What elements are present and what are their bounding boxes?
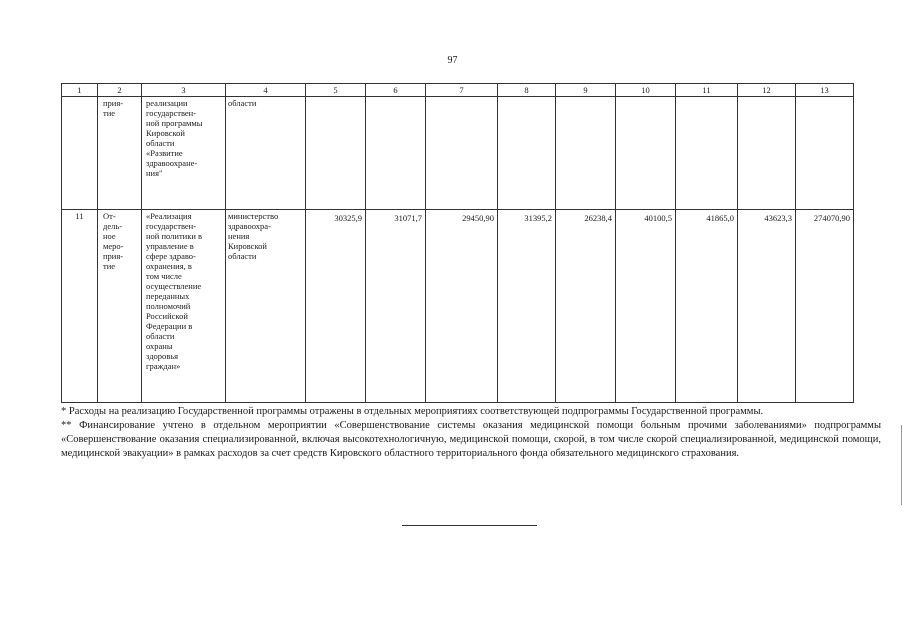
value-cell: 26238,4 <box>556 210 616 403</box>
value-cell <box>796 97 854 210</box>
value-cell: 31395,2 <box>498 210 556 403</box>
event-name-cell: реализации государствен- ной программы Кировской области «Развитие здравоохране- ния" <box>142 97 226 210</box>
scan-edge-mark <box>901 425 902 505</box>
column-header: 7 <box>426 84 498 97</box>
column-header: 10 <box>616 84 676 97</box>
footnote-1: * Расходы на реализацию Государственной программы отражены в отдельных мероприятиях соответствующей подпрограммы Государственной программы. <box>61 406 764 417</box>
row-number-cell: 11 <box>62 210 98 403</box>
value-cell <box>556 97 616 210</box>
table-header-row <box>62 84 854 97</box>
table-row <box>62 210 854 403</box>
value-cell <box>426 97 498 210</box>
value-cell: 43623,3 <box>738 210 796 403</box>
executor-cell: министерство здравоохра- нения Кировской области <box>226 210 306 403</box>
status-cell: прия- тие <box>98 97 142 210</box>
column-header: 12 <box>738 84 796 97</box>
value-cell <box>676 97 738 210</box>
value-cell <box>306 97 366 210</box>
value-cell: 29450,90 <box>426 210 498 403</box>
column-header: 3 <box>142 84 226 97</box>
column-header: 5 <box>306 84 366 97</box>
column-header: 9 <box>556 84 616 97</box>
value-cell <box>366 97 426 210</box>
status-cell: От- дель- ное меро- прия- тие <box>98 210 142 403</box>
value-cell <box>738 97 796 210</box>
column-header: 4 <box>226 84 306 97</box>
column-header: 1 <box>62 84 98 97</box>
value-cell: 30325,9 <box>306 210 366 403</box>
column-header: 6 <box>366 84 426 97</box>
event-name-cell: «Реализация государствен- ной политики в управление в сфере здраво- охранения, в том числе осуществление переданных полномочий Российской Федерации в области охраны здоровья граждан» <box>142 210 226 403</box>
column-header: 8 <box>498 84 556 97</box>
executor-cell: области <box>226 97 306 210</box>
column-header: 11 <box>676 84 738 97</box>
footnote-2: ** Финансирование учтено в отдельном мероприятии «Совершенствование системы оказания медицинской помощи больным прочими заболеваниями» подпрограммы «Совершенствование оказания специализированной, включая высокотехнологичную, медицинской помощи, скорой, в том числе скорой специализированной, медицинской помощи, медицинской эвакуации» в рамках расходов за счет средств Кировского областного территориального фонда обязательного медицинского страхования. <box>61 420 881 459</box>
row-number-cell <box>62 97 98 210</box>
value-cell <box>498 97 556 210</box>
column-header: 13 <box>796 84 854 97</box>
closing-rule <box>402 525 537 526</box>
value-cell: 31071,7 <box>366 210 426 403</box>
budget-table <box>61 83 854 403</box>
value-cell: 274070,90 <box>796 210 854 403</box>
footnotes <box>61 405 881 461</box>
value-cell: 41865,0 <box>676 210 738 403</box>
value-cell: 40100,5 <box>616 210 676 403</box>
table-row <box>62 97 854 210</box>
value-cell <box>616 97 676 210</box>
page-number: 97 <box>447 55 458 66</box>
column-header: 2 <box>98 84 142 97</box>
